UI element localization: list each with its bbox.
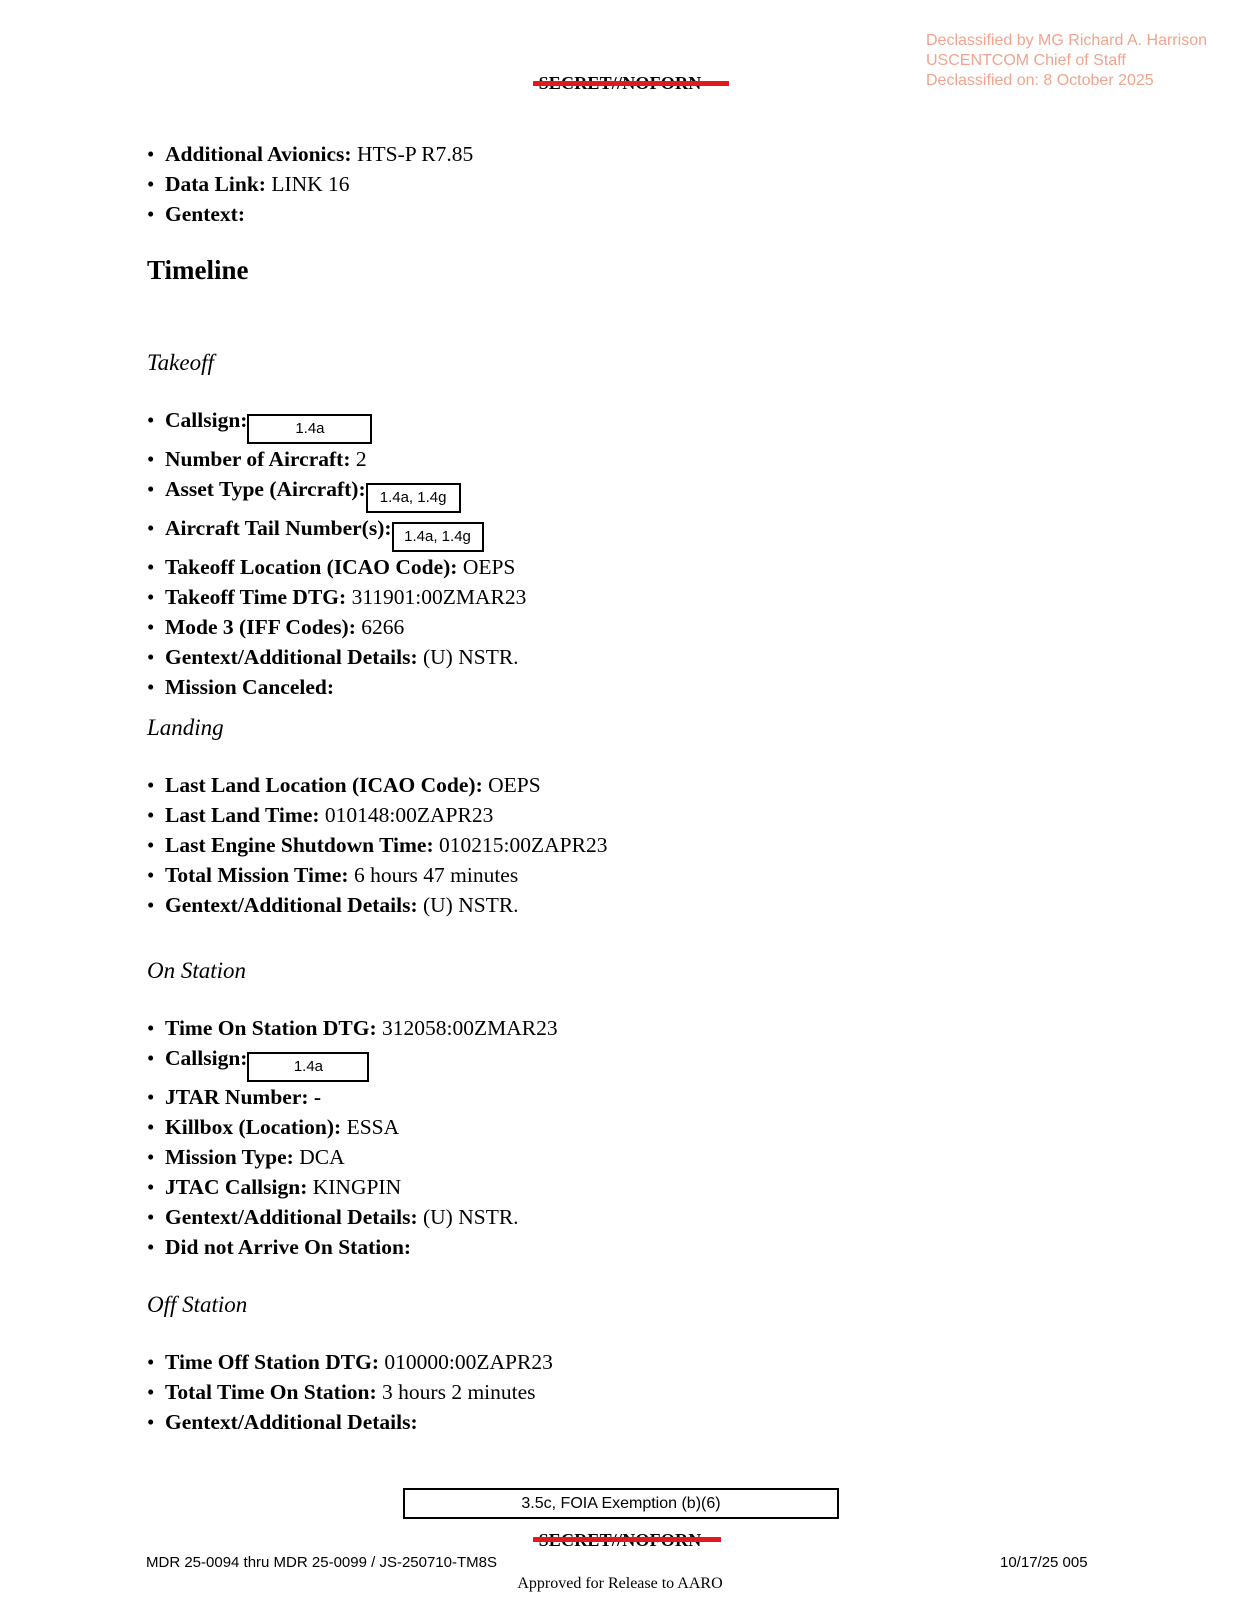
list-item: • Mode 3 (IFF Codes): 6266 [147, 612, 526, 642]
landing-heading: Landing [147, 715, 224, 740]
list-item: • Gentext/Additional Details: (U) NSTR. [147, 1202, 558, 1232]
list-item: • Total Mission Time: 6 hours 47 minutes [147, 860, 607, 890]
on-station-list [147, 1013, 558, 1262]
list-item: • Callsign: 1.4a [147, 405, 526, 444]
list-item: • Gentext/Additional Details: (U) NSTR. [147, 890, 607, 920]
list-item: • Takeoff Time DTG: 311901:00ZMAR23 [147, 582, 526, 612]
intro-list [147, 139, 473, 229]
list-item: • Aircraft Tail Number(s): 1.4a, 1.4g [147, 513, 526, 552]
off-station-heading: Off Station [147, 1292, 248, 1317]
footer-date-page: 10/17/25 005 [1000, 1554, 1088, 1571]
list-item: • Asset Type (Aircraft): 1.4a, 1.4g [147, 474, 526, 513]
list-item: • Gentext/Additional Details: [147, 1407, 553, 1437]
declass-line-3: Declassified on: 8 October 2025 [926, 72, 1154, 89]
list-item: • Callsign: 1.4a [147, 1043, 558, 1082]
declass-line-2: USCENTCOM Chief of Staff [926, 52, 1126, 69]
list-item: • Additional Avionics: HTS-P R7.85 [147, 139, 473, 169]
list-item: • Data Link: LINK 16 [147, 169, 473, 199]
list-item: • Mission Canceled: [147, 672, 526, 702]
list-item: • Last Land Time: 010148:00ZAPR23 [147, 800, 607, 830]
redaction-box: 1.4a, 1.4g [366, 483, 461, 513]
on-station-heading: On Station [147, 958, 247, 983]
redaction-box: 1.4a [247, 414, 372, 444]
list-item: • Last Land Location (ICAO Code): OEPS [147, 770, 607, 800]
list-item: • Number of Aircraft: 2 [147, 444, 526, 474]
list-item: • JTAR Number: - [147, 1082, 558, 1112]
strikethrough-mark [533, 81, 730, 86]
redaction-box: 1.4a, 1.4g [392, 522, 484, 552]
footer-document-id: MDR 25-0094 thru MDR 25-0099 / JS-250710-TM8S [146, 1554, 497, 1571]
list-item: • Gentext: [147, 199, 473, 229]
off-station-list [147, 1347, 553, 1437]
list-item: • Time On Station DTG: 312058:00ZMAR23 [147, 1013, 558, 1043]
redaction-box: 1.4a [247, 1052, 369, 1082]
exemption-redaction-box: 3.5c, FOIA Exemption (b)(6) [403, 1488, 839, 1519]
timeline-heading: Timeline [147, 255, 249, 285]
list-item: • Time Off Station DTG: 010000:00ZAPR23 [147, 1347, 553, 1377]
list-item: • Gentext/Additional Details: (U) NSTR. [147, 642, 526, 672]
strikethrough-mark [533, 1537, 722, 1542]
takeoff-heading: Takeoff [147, 350, 214, 375]
list-item: • Takeoff Location (ICAO Code): OEPS [147, 552, 526, 582]
list-item: • Killbox (Location): ESSA [147, 1112, 558, 1142]
declass-line-1: Declassified by MG Richard A. Harrison [926, 32, 1207, 49]
list-item: • Mission Type: DCA [147, 1142, 558, 1172]
landing-list [147, 770, 607, 920]
list-item: • Last Engine Shutdown Time: 010215:00ZAPR23 [147, 830, 607, 860]
takeoff-list [147, 405, 526, 702]
list-item: • JTAC Callsign: KINGPIN [147, 1172, 558, 1202]
classification-marking-bottom [0, 1530, 1240, 1551]
list-item: • Total Time On Station: 3 hours 2 minutes [147, 1377, 553, 1407]
footer-release-note: Approved for Release to AARO [517, 1575, 723, 1592]
classification-marking-top [0, 73, 1240, 94]
list-item: • Did not Arrive On Station: [147, 1232, 558, 1262]
